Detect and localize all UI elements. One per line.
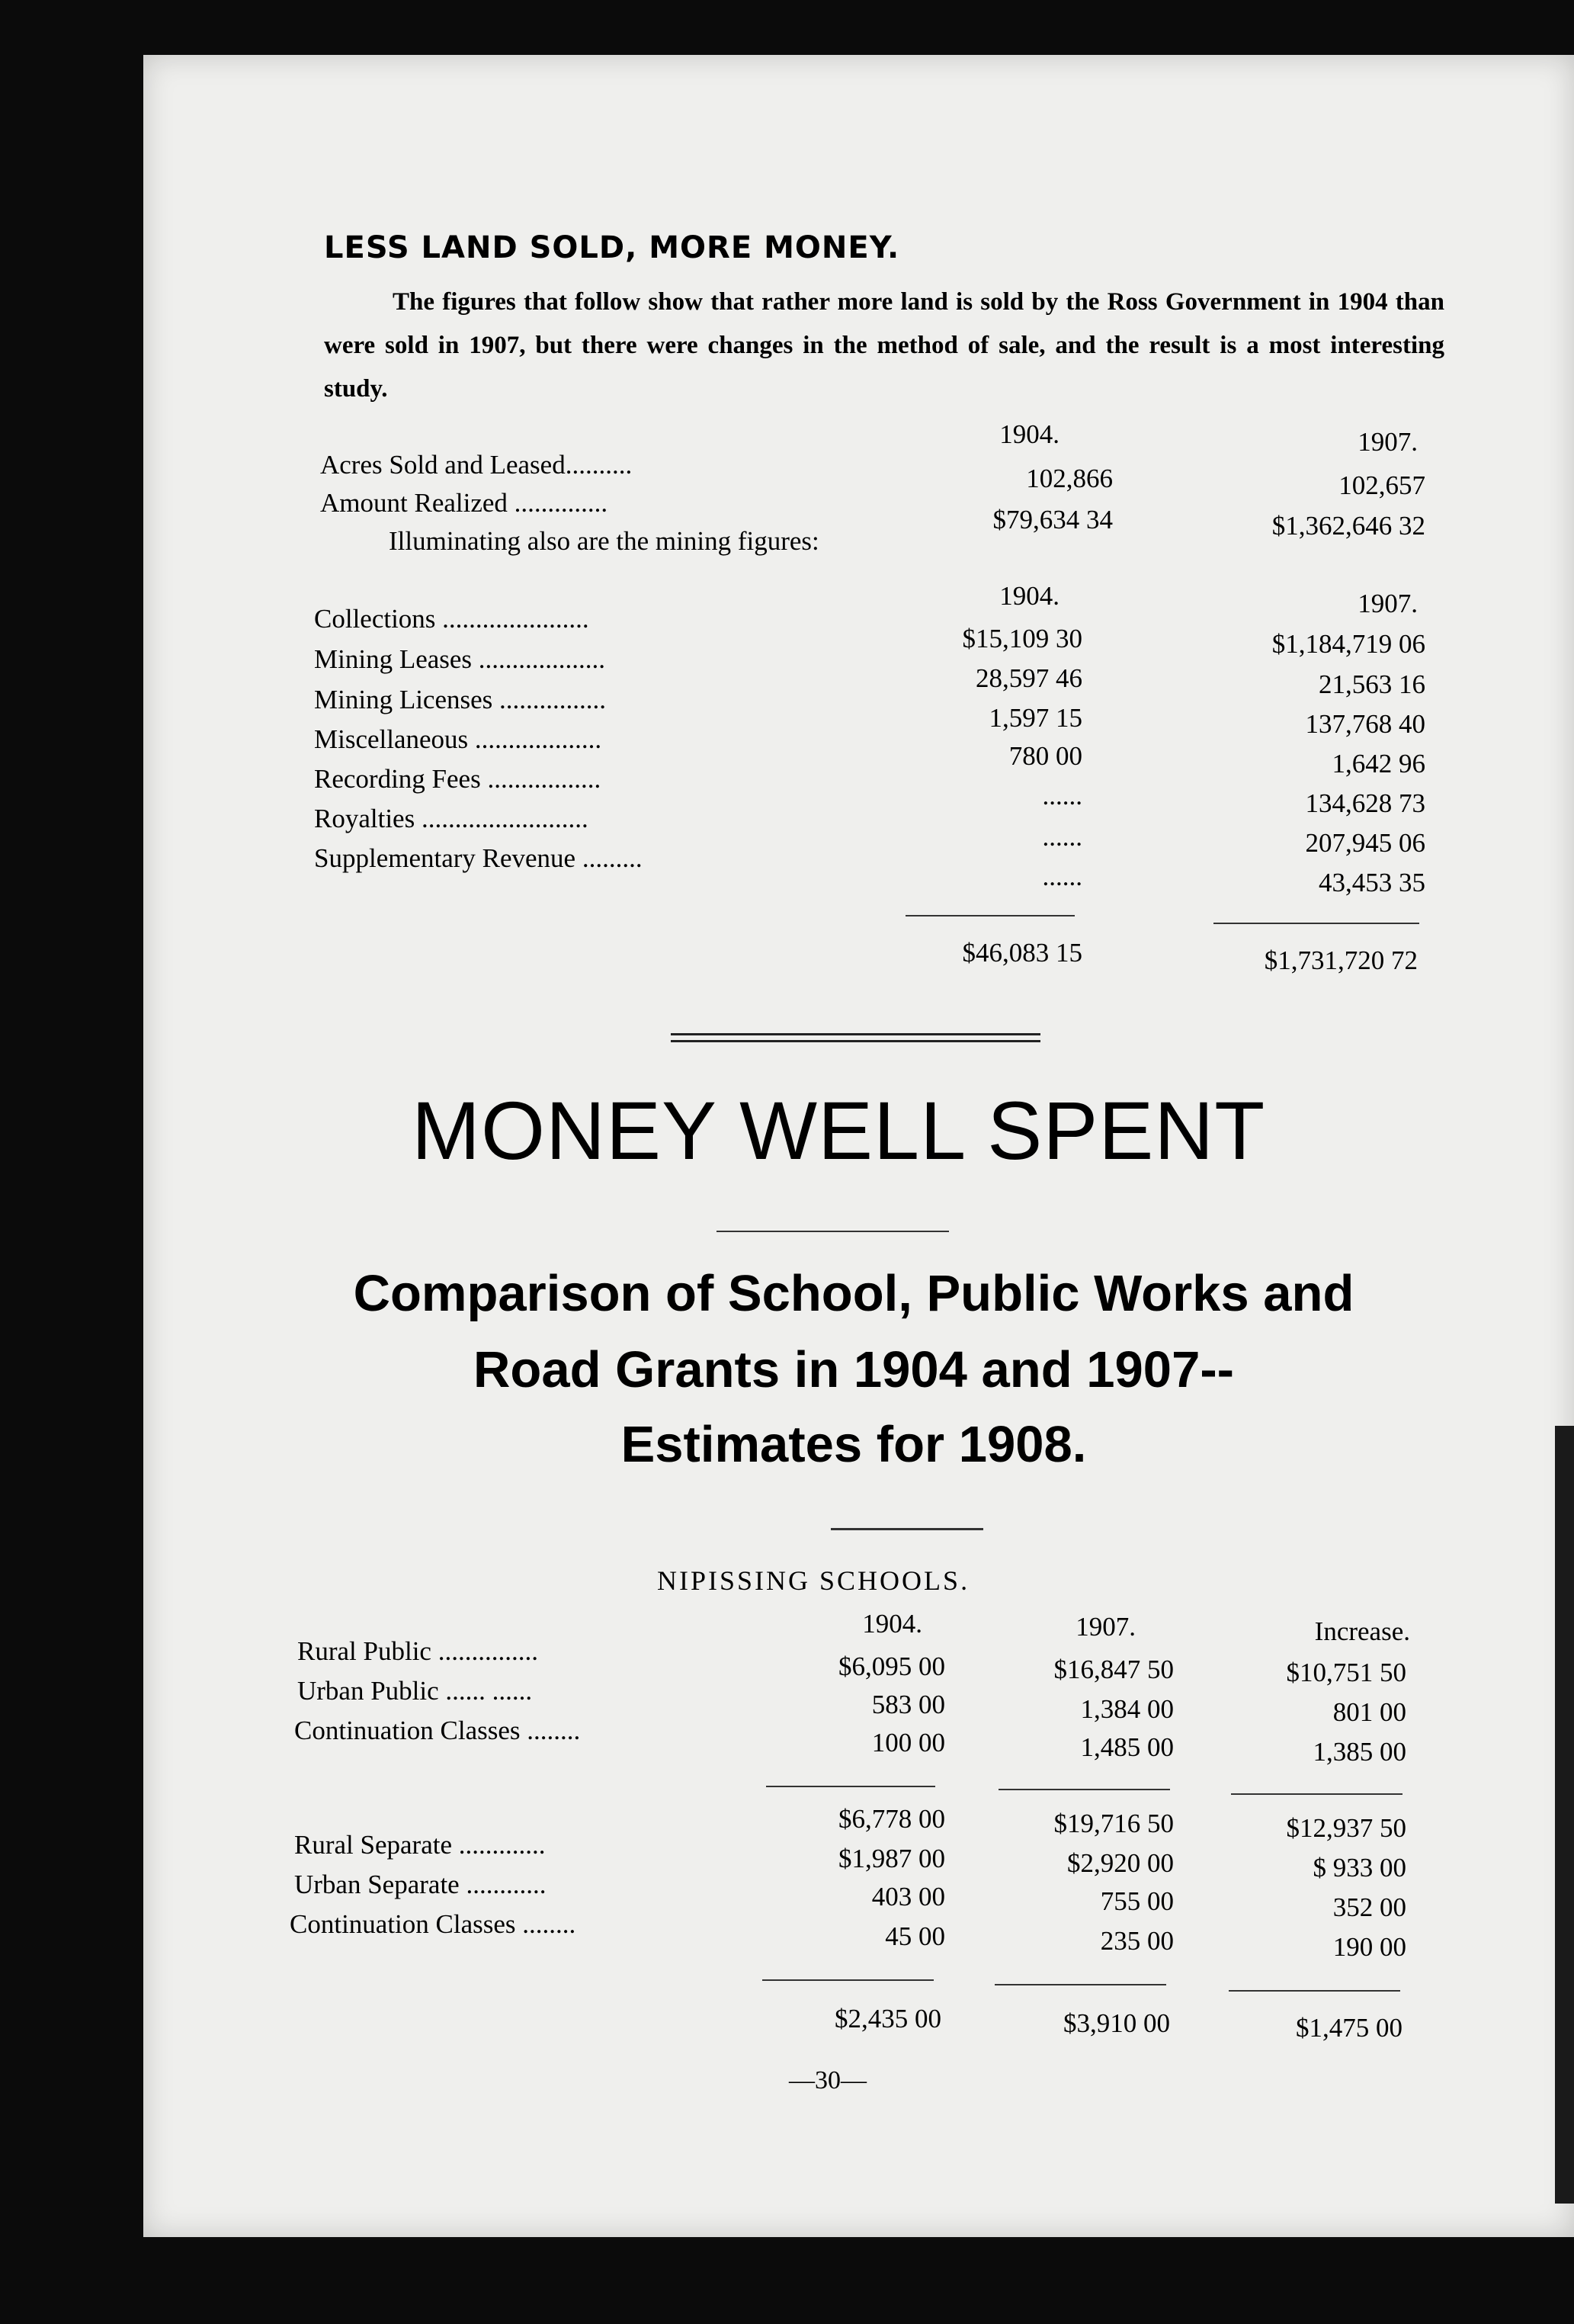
subtotal-rule — [762, 1979, 934, 1981]
value-1904: 780 00 — [1008, 741, 1082, 771]
value-1907: 1,642 96 — [1332, 749, 1425, 778]
subtotal-rule — [1231, 1793, 1402, 1795]
row-label: Acres Sold and Leased.......... — [320, 450, 633, 480]
subtotal-1904: $2,435 00 — [835, 2004, 941, 2034]
scan-edge — [1555, 1426, 1574, 2204]
value-increase: $10,751 50 — [1286, 1658, 1406, 1687]
row-label: Miscellaneous ................... — [314, 724, 602, 754]
total-rule — [906, 915, 1075, 916]
col-header-1904: 1904. — [862, 1609, 922, 1639]
value-increase: $ 933 00 — [1313, 1853, 1406, 1883]
value-1907: 755 00 — [1100, 1886, 1174, 1916]
value-1904: ...... — [1042, 822, 1082, 852]
value-1904: ...... — [1042, 781, 1082, 811]
row-label: Mining Leases ................... — [314, 644, 606, 674]
row-label: Urban Public ...... ...... — [297, 1676, 533, 1706]
value-1904: 100 00 — [871, 1728, 945, 1757]
value-1907: 137,768 40 — [1305, 709, 1425, 739]
value-1904: 1,597 15 — [989, 703, 1082, 733]
value-1907: 43,453 35 — [1319, 868, 1425, 897]
total-rule — [1213, 923, 1419, 924]
row-label: Royalties ......................... — [314, 804, 588, 833]
row-label: Continuation Classes ........ — [290, 1909, 576, 1939]
value-1907: 102,657 — [1338, 470, 1425, 500]
subheading-line3: Estimates for 1908. — [620, 1416, 1087, 1473]
row-label: Recording Fees ................. — [314, 764, 601, 794]
value-1904: 28,597 46 — [976, 663, 1082, 693]
value-1907: 235 00 — [1100, 1926, 1174, 1956]
subtotal-1907: $3,910 00 — [1063, 2008, 1170, 2038]
value-1904: $6,095 00 — [838, 1652, 945, 1681]
value-1907: $1,362,646 32 — [1271, 511, 1425, 541]
value-1907: 207,945 06 — [1305, 828, 1425, 858]
subheading-line1: Comparison of School, Public Works and — [353, 1265, 1354, 1322]
subtotal-1904: $6,778 00 — [838, 1804, 945, 1834]
subtotal-rule — [995, 1984, 1166, 1985]
value-1907: 1,485 00 — [1080, 1732, 1174, 1762]
headline: MONEY WELL SPENT — [412, 1084, 1266, 1176]
value-1904: 102,866 — [1026, 464, 1113, 493]
row-label: Mining Licenses ................ — [314, 685, 607, 714]
subheading-line2: Road Grants in 1904 and 1907-- — [473, 1341, 1234, 1398]
value-increase: 801 00 — [1332, 1697, 1406, 1727]
subtotal-increase: $12,937 50 — [1286, 1813, 1406, 1843]
row-label: Rural Public ............... — [297, 1636, 538, 1666]
value-increase: 352 00 — [1332, 1892, 1406, 1922]
subtotal-increase: $1,475 00 — [1296, 2013, 1402, 2043]
page-number: —30— — [789, 2066, 867, 2094]
mining-intro: Illuminating also are the mining figures: — [389, 526, 819, 556]
row-label: Continuation Classes ........ — [294, 1716, 581, 1745]
value-1904: ...... — [1042, 862, 1082, 891]
value-increase: 190 00 — [1332, 1932, 1406, 1962]
total-1907: $1,731,720 72 — [1264, 945, 1418, 975]
section-title: LESS LAND SOLD, MORE MONEY. — [324, 230, 900, 265]
row-label: Rural Separate ............. — [294, 1830, 546, 1860]
value-1904: 583 00 — [871, 1690, 945, 1719]
section-divider — [671, 1033, 1040, 1042]
subtotal-1907: $19,716 50 — [1053, 1809, 1174, 1838]
table-title: NIPISSING SCHOOLS. — [657, 1565, 970, 1596]
subtotal-rule — [766, 1786, 935, 1787]
value-1907: $16,847 50 — [1053, 1655, 1174, 1684]
value-1904: $1,987 00 — [838, 1844, 945, 1873]
value-1907: 21,563 16 — [1319, 669, 1425, 699]
value-increase: 1,385 00 — [1313, 1737, 1406, 1767]
col-header-1907: 1907. — [1358, 427, 1418, 457]
row-label: Amount Realized .............. — [320, 488, 608, 518]
value-1904: 403 00 — [871, 1882, 945, 1912]
row-label: Collections ...................... — [314, 604, 589, 634]
value-1907: 1,384 00 — [1080, 1694, 1174, 1724]
short-divider — [716, 1231, 949, 1232]
value-1904: $15,109 30 — [962, 624, 1082, 653]
intro-paragraph: The figures that follow show that rather more land is sold by the Ross Government in 1904 than were sold in 1907, but there were changes in the method of sale, and the result is a most interesting study. — [324, 288, 1444, 403]
col-header-1904: 1904. — [999, 419, 1059, 449]
value-1904: 45 00 — [885, 1921, 945, 1951]
value-1904: $79,634 34 — [992, 505, 1113, 534]
col-header-1907: 1907. — [1076, 1612, 1136, 1642]
value-1907: $1,184,719 06 — [1271, 629, 1425, 659]
value-1907: $2,920 00 — [1067, 1848, 1174, 1878]
subtotal-rule — [1229, 1990, 1400, 1992]
col-header-increase: Increase. — [1314, 1616, 1410, 1646]
row-label: Urban Separate ............ — [294, 1870, 547, 1899]
total-1904: $46,083 15 — [962, 938, 1082, 968]
subtotal-rule — [999, 1789, 1170, 1790]
short-divider — [831, 1528, 983, 1530]
value-1907: 134,628 73 — [1305, 788, 1425, 818]
col-header-1907: 1907. — [1358, 589, 1418, 618]
col-header-1904: 1904. — [999, 581, 1059, 611]
row-label: Supplementary Revenue ......... — [314, 843, 643, 873]
